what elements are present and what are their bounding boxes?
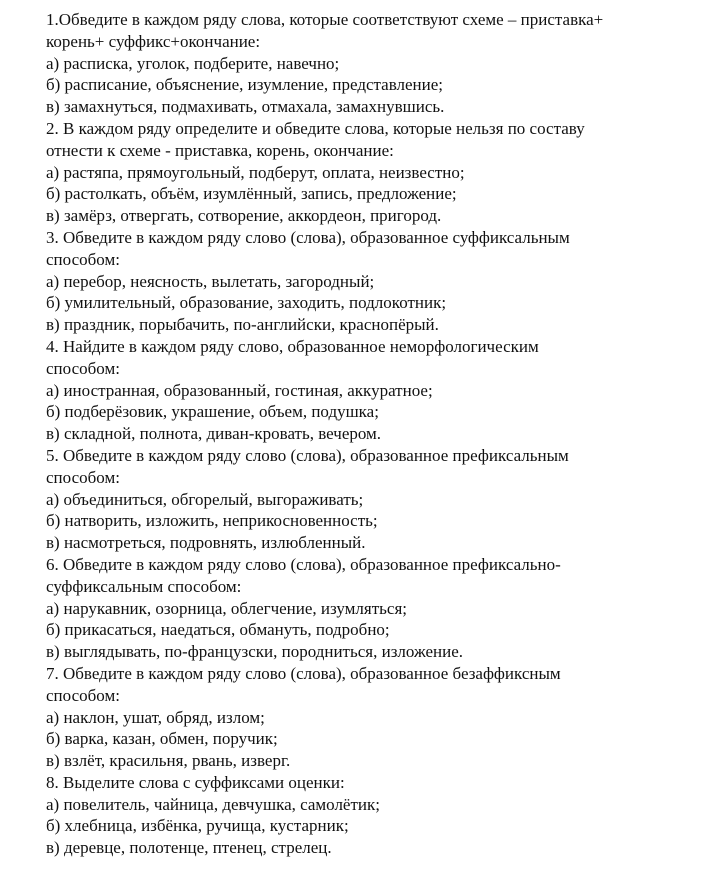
task-4-title-line-1: 4. Найдите в каждом ряду слово, образованное неморфологическим bbox=[46, 336, 539, 356]
task-7-option-c: в) взлёт, красильня, рвань, изверг. bbox=[46, 751, 291, 771]
task-1-title-line-2: корень+ суффикс+окончание: bbox=[46, 31, 261, 51]
task-4-option-a: а) иностранная, образованный, гостиная, аккуратное; bbox=[46, 380, 433, 400]
task-3-option-a: а) перебор, неясность, вылетать, загородный; bbox=[46, 271, 375, 291]
task-2-option-a: а) растяпа, прямоугольный, подберут, оплата, неизвестно; bbox=[46, 162, 465, 182]
task-8-option-b: б) хлебница, избёнка, ручища, кустарник; bbox=[46, 816, 349, 836]
task-6-option-a: а) нарукавник, озорница, облегчение, изумляться; bbox=[46, 598, 407, 618]
task-6-title-line-2: суффиксальным способом: bbox=[46, 576, 242, 596]
task-7-option-a: а) наклон, ушат, обряд, излом; bbox=[46, 707, 265, 727]
task-2-option-c: в) замёрз, отвергать, сотворение, аккордеон, пригород. bbox=[46, 206, 442, 226]
task-4-option-b: б) подберёзовик, украшение, объем, подушка; bbox=[46, 402, 379, 422]
task-5-title-line-2: способом: bbox=[46, 467, 120, 487]
task-4-title-line-2: способом: bbox=[46, 358, 120, 378]
task-1-option-c: в) замахнуться, подмахивать, отмахала, замахнувшись. bbox=[46, 97, 445, 117]
task-5-option-a: а) объединиться, обгорелый, выгораживать; bbox=[46, 489, 364, 509]
task-8-title: 8. Выделите слова с суффиксами оценки: bbox=[46, 772, 345, 792]
task-6-option-c: в) выглядывать, по-французски, породниться, изложение. bbox=[46, 642, 464, 662]
task-8-option-a: а) повелитель, чайница, девчушка, самолётик; bbox=[46, 794, 380, 814]
task-1-option-b: б) расписание, объяснение, изумление, представление; bbox=[46, 75, 444, 95]
task-6-option-b: б) прикасаться, наедаться, обмануть, подробно; bbox=[46, 620, 390, 640]
task-7-title-line-2: способом: bbox=[46, 685, 120, 705]
task-3-title-line-1: 3. Обведите в каждом ряду слово (слова), образованное суффиксальным bbox=[46, 227, 570, 247]
task-1-option-a: а) расписка, уголок, подберите, навечно; bbox=[46, 53, 340, 73]
task-3-option-c: в) праздник, порыбачить, по-английски, краснопёрый. bbox=[46, 315, 439, 335]
task-7-title-line-1: 7. Обведите в каждом ряду слово (слова), образованное безаффиксным bbox=[46, 663, 561, 683]
task-8-option-c: в) деревце, полотенце, птенец, стрелец. bbox=[46, 838, 332, 858]
exercise-text bbox=[46, 9, 686, 859]
task-2-option-b: б) растолкать, объём, изумлённый, запись, предложение; bbox=[46, 184, 457, 204]
task-2-title-line-2: отнести к схеме - приставка, корень, окончание: bbox=[46, 140, 394, 160]
task-3-option-b: б) умилительный, образование, заходить, подлокотник; bbox=[46, 293, 447, 313]
task-4-option-c: в) складной, полнота, диван-кровать, вечером. bbox=[46, 424, 382, 444]
task-7-option-b: б) варка, казан, обмен, поручик; bbox=[46, 729, 278, 749]
task-6-title-line-1: 6. Обведите в каждом ряду слово (слова), образованное префиксально- bbox=[46, 554, 561, 574]
task-2-title-line-1: 2. В каждом ряду определите и обведите слова, которые нельзя по составу bbox=[46, 118, 585, 138]
task-1-title-line-1: 1.Обведите в каждом ряду слова, которые соответствуют схеме – приставка+ bbox=[46, 10, 604, 29]
task-3-title-line-2: способом: bbox=[46, 249, 120, 269]
task-5-option-b: б) натворить, изложить, неприкосновенность; bbox=[46, 511, 378, 531]
task-5-title-line-1: 5. Обведите в каждом ряду слово (слова), образованное префиксальным bbox=[46, 445, 569, 465]
task-5-option-c: в) насмотреться, подровнять, излюбленный. bbox=[46, 533, 366, 553]
